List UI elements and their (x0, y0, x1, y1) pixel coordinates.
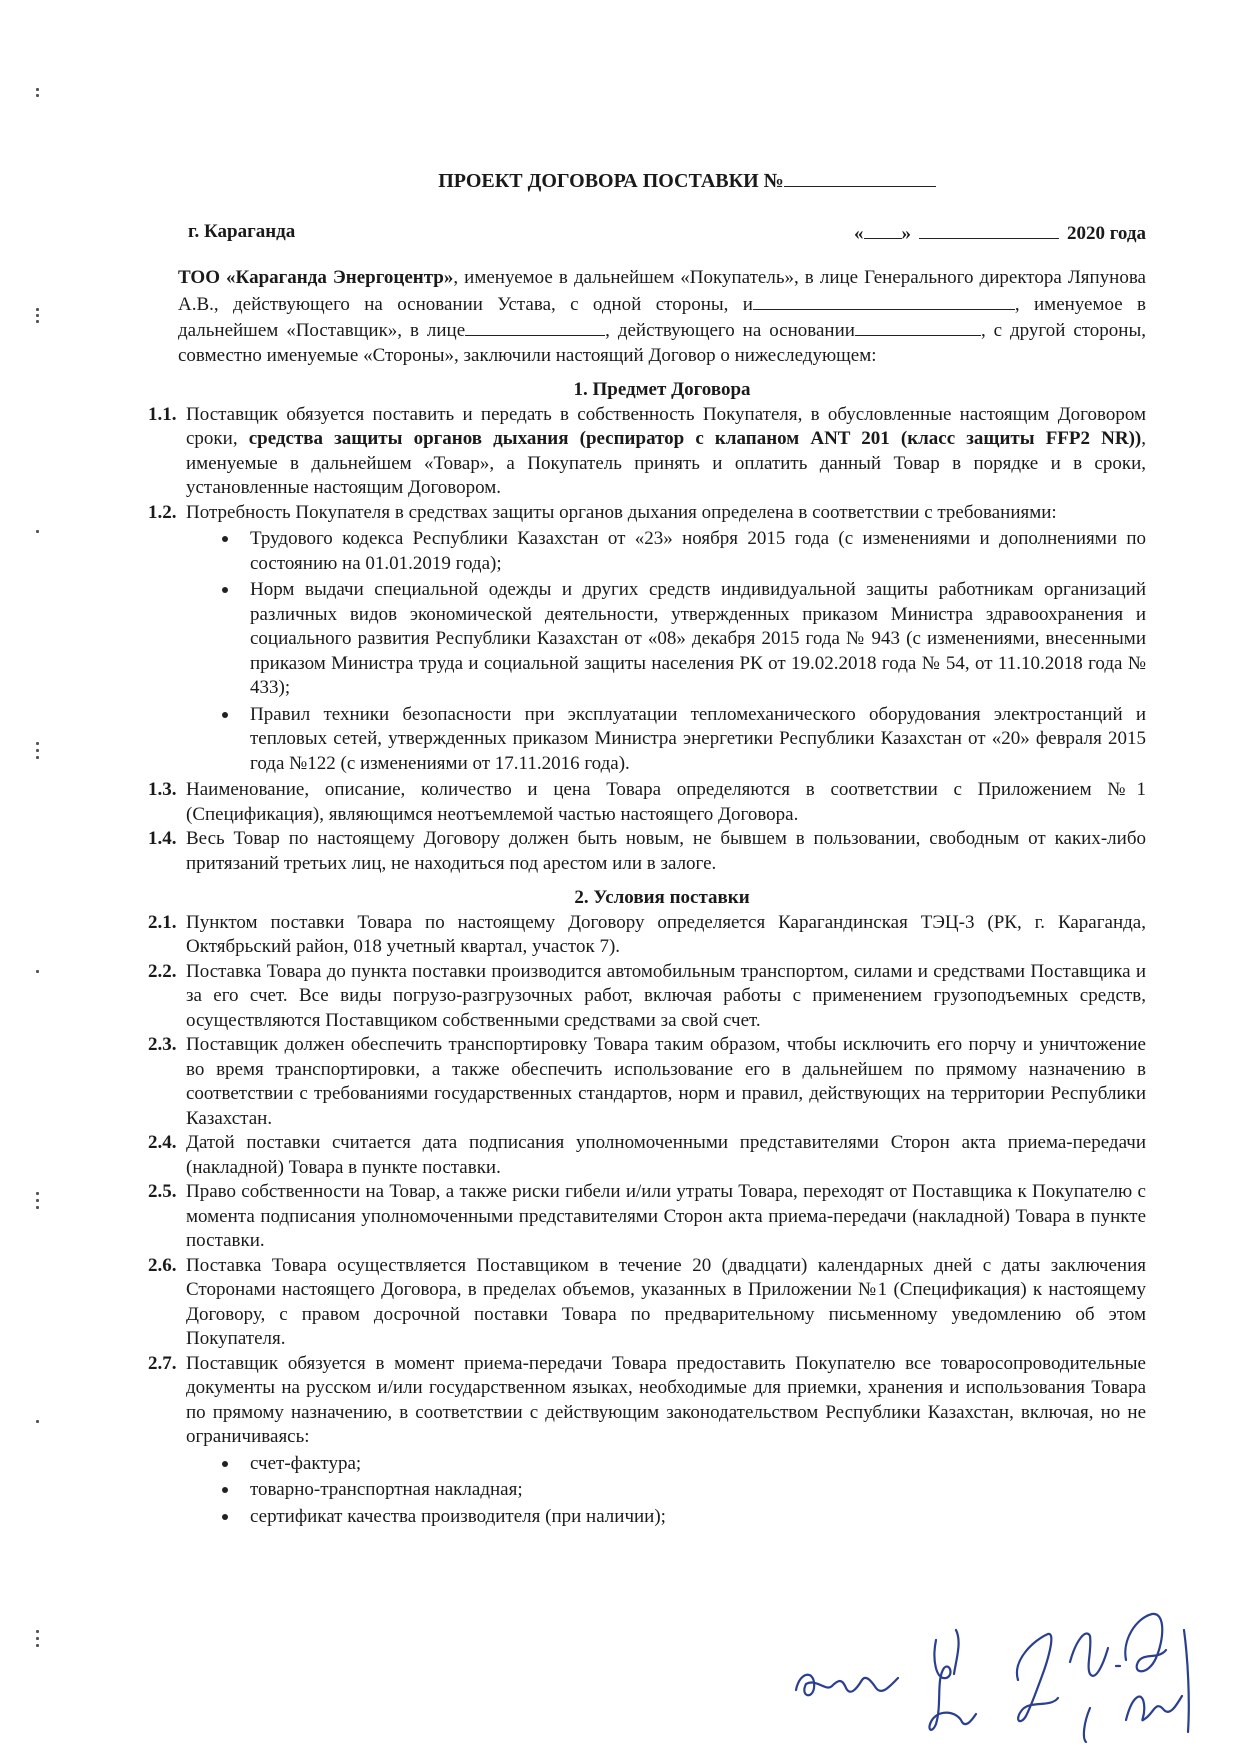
list-item: Трудового кодекса Республики Казахстан от «23» ноября 2015 года (с изменениями и дополнениями по состоянию на 01.01.2019 года); (220, 527, 1146, 576)
clause-2-4: 2.4. Датой поставки считается дата подписания уполномоченными представителями Сторон акта приема-передачи (накладной) Товара в пункте поставки. (148, 1132, 1146, 1178)
section-2-title: 2. Условия поставки (574, 887, 750, 908)
clause-1-2: 1.2. Потребность Покупателя в средствах защиты органов дыхания определена в соответствии с требованиями: (148, 501, 1057, 523)
clause-2-5: 2.5. Право собственности на Товар, а также риски гибели и/или утраты Товара, переходят от Поставщика к Покупателю с момента подписания уполномоченными представителями Сторон акта приема-передачи (накладной) Товара в пункте поставки. (148, 1181, 1146, 1251)
clause-1-4: 1.4. Весь Товар по настоящему Договору должен быть новым, не бывшем в пользовании, свободным от каких-либо притязаний третьих лиц, не находиться под арестом или в залоге. (148, 828, 1146, 874)
document-title: ПРОЕКТ ДОГОВОРА ПОСТАВКИ № (228, 168, 1146, 194)
date-line: « » 2020 года (854, 220, 1146, 247)
section-1-title: 1. Предмет Договора (573, 379, 751, 400)
month-blank (919, 220, 1059, 239)
list-item: Правил техники безопасности при эксплуатации тепломеханического оборудования электростанций и тепловых сетей, утвержденных приказом Министра энергетики Республики Казахстан от «20» февраля 2015 года №122 (с изменениями от 17.11.2016 года). (220, 703, 1146, 777)
city: г. Караганда (188, 220, 296, 242)
day-blank (864, 220, 902, 239)
intro-paragraph: ТОО «Караганда Энергоцентр», именуемое в дальнейшем «Покупатель», в лице Генерального директора Ляпунова А.В., действующего на основании Устава, с одной стороны, и , именуемое в дальнейшем «Поставщик», в лице , действующего на основании , с другой стороны, совместно именуемые «Стороны», заключили настоящий Договор о нижеследующем: (178, 267, 1146, 366)
supplier-basis-blank (855, 317, 981, 336)
list-item: счет-фактура; (220, 1452, 1146, 1477)
documents-list (178, 1452, 1146, 1530)
contract-number-blank (784, 168, 936, 187)
clause-2-3: 2.3. Поставщик должен обеспечить транспортировку Товара таким образом, чтобы исключить его порчу и уничтожение во время транспортировки, а также обеспечить использование его в дальнейшем по прямому назначению в соответствии с требованиями государственных стандартов, норм и правил, действующих на территории Республики Казахстан. (148, 1034, 1146, 1129)
supplier-rep-blank (465, 317, 605, 336)
scan-margin-marks (32, 0, 48, 1754)
clause-2-6: 2.6. Поставка Товара осуществляется Поставщиком в течение 20 (двадцати) календарных дней с даты заключения Сторонами настоящего Договора, в пределах объемов, указанных в Приложении №1 (Спецификация) к настоящему Договору, с правом досрочной поставки Товара по предварительному письменному уведомлению об этом Покупателя. (148, 1254, 1146, 1349)
handwritten-signatures (786, 1600, 1206, 1750)
requirements-list (178, 527, 1146, 776)
goods-description: средства защиты органов дыхания (респиратор с клапаном ANT 201 (класс защиты FFP2 NR)) (248, 428, 1142, 449)
clause-2-7: 2.7. Поставщик обязуется в момент приема-передачи Товара предоставить Покупателю все товаросопроводительные документы на русском и/или государственном языках, необходимые для приемки, хранения и использования Товара по прямому назначению, в соответствии с действующим законодательством Республики Казахстан, включая, но не ограничиваясь: (148, 1352, 1146, 1447)
document-body (148, 168, 1146, 1531)
clause-2-2: 2.2. Поставка Товара до пункта поставки производится автомобильным транспортом, силами и средствами Поставщика и за его счет. Все виды погрузо-разгрузочных работ, включая работы с применением грузоподъемных средств, осуществляются Поставщиком собственными средствами за свой счет. (148, 960, 1146, 1031)
list-item: товарно-транспортная накладная; (220, 1478, 1146, 1503)
clause-2-1: 2.1. Пунктом поставки Товара по настоящему Договору определяется Карагандинская ТЭЦ-3 (РК, г. Караганда, Октябрьский район, 018 учетный квартал, участок 7). (148, 911, 1146, 957)
clause-1-1: 1.1. Поставщик обязуется поставить и передать в собственность Покупателя, в обусловленные настоящим Договором сроки, средства защиты органов дыхания (респиратор с клапаном ANT 201 (класс защиты FFP2 NR)), именуемые в дальнейшем «Товар», а Покупатель принять и оплатить данный Товар в порядке и в сроки, установленные настоящим Договором. (148, 403, 1146, 498)
clause-1-3: 1.3. Наименование, описание, количество и цена Товара определяются в соответствии с Приложением №1 (Спецификация), являющимся неотъемлемой частью настоящего Договора. (148, 779, 1146, 825)
city-date-line (188, 220, 1146, 247)
supplier-name-blank (753, 291, 1015, 310)
year-text: 2020 года (1067, 222, 1146, 244)
list-item: сертификат качества производителя (при наличии); (220, 1505, 1146, 1530)
list-item: Норм выдачи специальной одежды и других средств индивидуальной защиты работникам организаций различных видов экономической деятельности, утвержденных приказом Министра здравоохранения и социального развития Республики Казахстан от «08» декабря 2015 года № 943 (с изменениями, внесенными приказом Министра труда и социальной защиты населения РК от 19.02.2018 года № 54, от 11.10.2018 года № 433); (220, 578, 1146, 701)
buyer-name: ТОО «Караганда Энергоцентр» (178, 267, 454, 288)
